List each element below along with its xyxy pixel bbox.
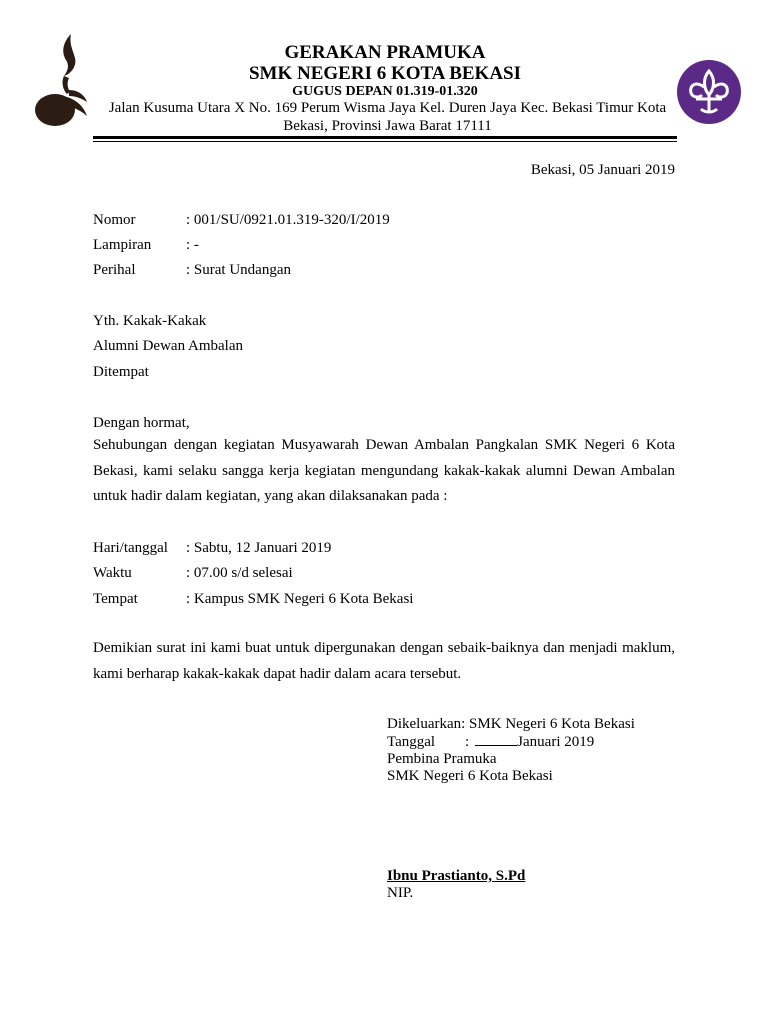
signatory-name: Ibnu Prastianto, S.Pd (387, 868, 526, 884)
address (90, 99, 685, 135)
date-value: Januari 2019 (517, 734, 595, 750)
event-value: : 07.00 s/d selesai (186, 565, 293, 581)
date-line (387, 733, 635, 751)
date-label: Tanggal (387, 734, 436, 750)
meta-label: Nomor (93, 212, 136, 228)
address-line-2: Bekasi, Provinsi Jawa Barat 17111 (283, 118, 492, 134)
meta-row (93, 262, 291, 279)
tunas-kelapa-icon (33, 32, 89, 128)
meta-value: : Surat Undangan (186, 262, 291, 278)
meta-row (93, 212, 390, 229)
event-row (93, 565, 293, 582)
greeting: Dengan hormat, (93, 415, 190, 431)
event-value: : Sabtu, 12 Januari 2019 (186, 540, 332, 556)
body-paragraph: Sehubungan dengan kegiatan Musyawarah Dewan Ambalan Pangkalan SMK Negeri 6 Kota Bekasi, kami selaku sangga kerja kegiatan mengundang kakak-kakak alumni Dewan Ambalan untuk hadir dalam kegiatan, yang akan dilaksanakan pada : (93, 437, 675, 504)
date-separator: : (465, 734, 470, 750)
closing-paragraph: Demikian surat ini kami buat untuk dipergunakan dengan sebaik-baiknya dan menjadi maklum, kami berharap kakak-kakak dapat hadir dalam acara tersebut. (93, 640, 675, 682)
event-row (93, 540, 331, 557)
school-title: SMK NEGERI 6 KOTA BEKASI (248, 63, 522, 84)
event-label: Hari/tanggal (93, 540, 168, 556)
address-line-1: Jalan Kusuma Utara X No. 169 Perum Wisma Jaya Kel. Duren Jaya Kec. Bekasi Timur Kota (108, 100, 667, 116)
letter-date: Bekasi, 05 Januari 2019 (530, 162, 675, 178)
unit-title: GUGUS DEPAN 01.319-01.320 (292, 84, 478, 99)
recipient-line: Alumni Dewan Ambalan (93, 338, 243, 354)
event-value: : Kampus SMK Negeri 6 Kota Bekasi (186, 591, 414, 607)
event-label: Tempat (93, 591, 138, 607)
meta-label: Perihal (93, 262, 136, 278)
recipient-line: Ditempat (93, 364, 149, 380)
header-rule-thick (93, 136, 677, 139)
meta-value: : 001/SU/0921.01.319-320/I/2019 (186, 212, 390, 228)
date-blank (475, 733, 517, 746)
signature-block (387, 716, 635, 785)
world-scout-emblem-icon (676, 57, 742, 127)
org-title: GERAKAN PRAMUKA (284, 42, 486, 63)
meta-value: : - (186, 237, 199, 253)
event-label: Waktu (93, 565, 132, 581)
event-row (93, 591, 413, 608)
institution-line: SMK Negeri 6 Kota Bekasi (387, 768, 553, 784)
recipient-line: Yth. Kakak-Kakak (93, 313, 207, 329)
meta-row (93, 237, 199, 254)
signatory (387, 868, 525, 902)
role-line: Pembina Pramuka (387, 751, 497, 767)
meta-label: Lampiran (93, 237, 152, 253)
nip-line: NIP. (387, 885, 414, 901)
issued-line: Dikeluarkan: SMK Negeri 6 Kota Bekasi (387, 716, 635, 732)
header-rule-thin (93, 141, 677, 142)
